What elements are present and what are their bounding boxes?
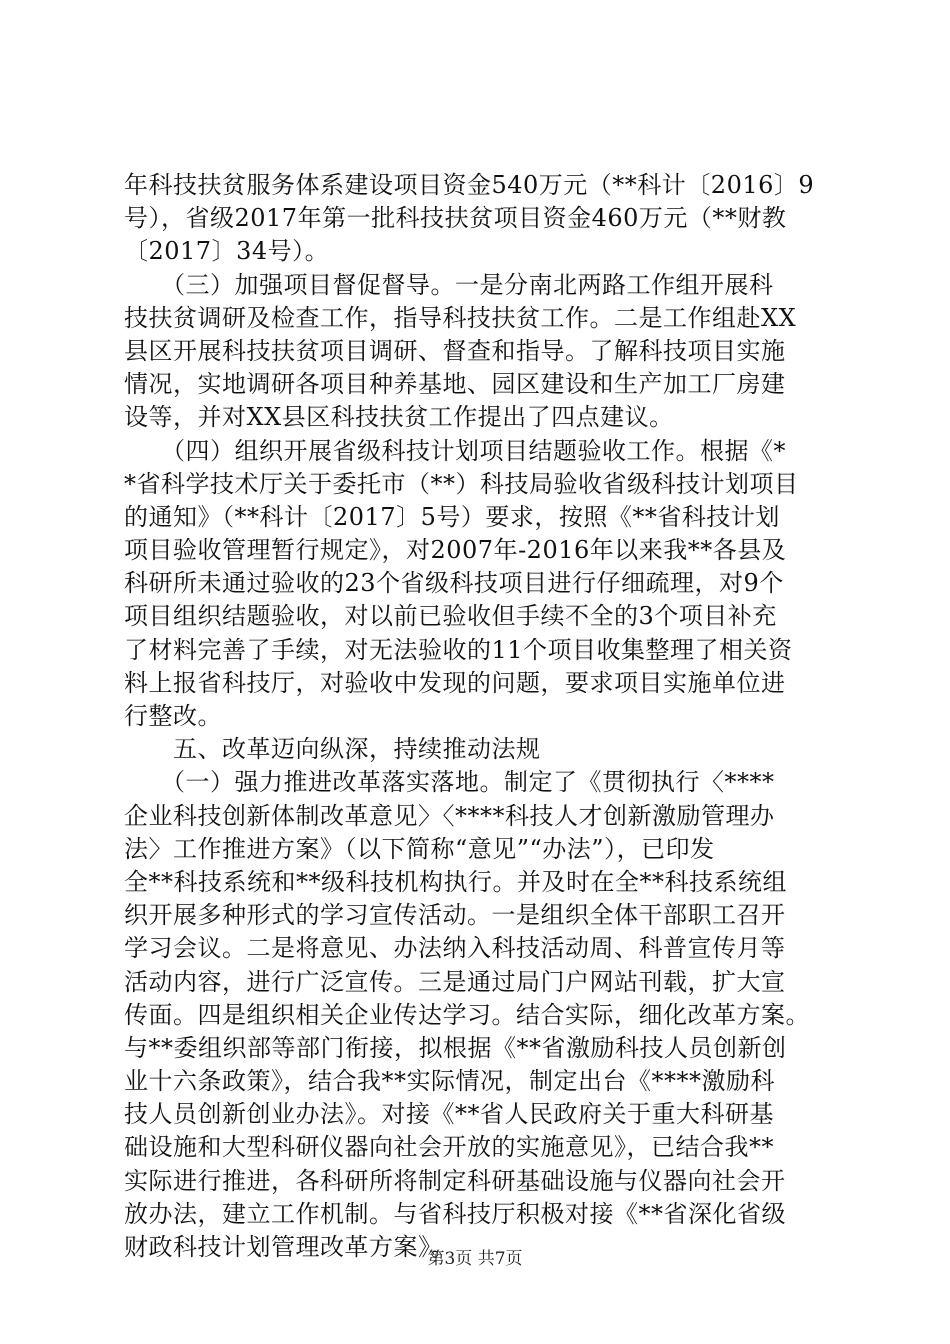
text-line: 财政科技计划管理改革方案》。 (124, 1233, 455, 1261)
text-line: 设等，并对XX县区科技扶贫工作提出了四点建议。 (124, 403, 674, 432)
text-line: （一）强力推进改革落实落地。制定了《贯彻执行〈**** (124, 768, 775, 797)
body-text (124, 169, 844, 1264)
text-line: 技扶贫调研及检查工作，指导科技扶贫工作。二是工作组赴XX (124, 303, 797, 332)
text-line: 法〉工作推进方案》（以下简称“意见”“办法”），已印发 (124, 834, 715, 863)
text-line: 了材料完善了手续，对无法验收的11个项目收集整理了相关资 (124, 635, 793, 664)
text-line: 行整改。 (124, 702, 222, 730)
text-line: 活动内容，进行广泛宣传。三是通过局门户网站刊载，扩大宣 (124, 967, 786, 996)
text-line: 业十六条政策》，结合我**实际情况，制定出台《****激励科 (124, 1067, 775, 1096)
text-line: 五、改革迈向纵深，持续推动法规 (124, 735, 541, 764)
text-line: 〔2017〕34号）。 (124, 237, 330, 266)
text-line: 与**委组织部等部门衔接，拟根据《**省激励科技人员创新创 (124, 1033, 787, 1062)
text-line: 项目组织结题验收，对以前已验收但手续不全的3个项目补充 (124, 602, 777, 631)
text-line: *省科学技术厅关于委托市（**）科技局验收省级科技计划项目 (124, 469, 799, 498)
text-line: 企业科技创新体制改革意见〉〈****科技人才创新激励管理办 (124, 801, 775, 830)
text-line: 全**科技系统和**级科技机构执行。并及时在全**科技系统组 (124, 867, 787, 896)
text-line: 实际进行推进，各科研所将制定科研基础设施与仪器向社会开 (124, 1166, 786, 1195)
text-line: 传面。四是组织相关企业传达学习。结合实际，细化改革方案。 (124, 1000, 810, 1029)
text-line: 年科技扶贫服务体系建设项目资金540万元（**科计〔2016〕9 (124, 171, 815, 199)
text-line: 号），省级2017年第一批科技扶贫项目资金460万元（**财教 (124, 204, 787, 233)
text-line: （三）加强项目督促督导。一是分南北两路工作组开展科 (124, 270, 774, 299)
text-line: 项目验收管理暂行规定》，对2007年-2016年以来我**各县及 (124, 536, 787, 565)
text-line: 情况，实地调研各项目种养基地、园区建设和生产加工厂房建 (124, 370, 786, 399)
text-line: （四）组织开展省级科技计划项目结题验收工作。根据《* (124, 436, 786, 465)
text-line: 料上报省科技厅，对验收中发现的问题，要求项目实施单位进 (124, 668, 786, 697)
text-line: 科研所未通过验收的23个省级科技项目进行仔细疏理，对9个 (124, 569, 784, 598)
text-line: 技人员创新创业办法》。对接《**省人民政府关于重大科研基 (124, 1100, 774, 1129)
text-line: 础设施和大型科研仪器向社会开放的实施意见》，已结合我** (124, 1133, 774, 1162)
text-line: 的通知》（**科计〔2017〕5号）要求，按照《**省科技计划 (124, 502, 780, 531)
page-footer: 第3页 共7页 (427, 1249, 523, 1269)
text-line: 放办法，建立工作机制。与省科技厅积极对接《**省深化省级 (124, 1199, 786, 1228)
text-line: 学习会议。二是将意见、办法纳入科技活动周、科普宣传月等 (124, 934, 786, 963)
text-line: 织开展多种形式的学习宣传活动。一是组织全体干部职工召开 (124, 901, 786, 930)
text-line: 县区开展科技扶贫项目调研、督查和指导。了解科技项目实施 (124, 336, 786, 365)
